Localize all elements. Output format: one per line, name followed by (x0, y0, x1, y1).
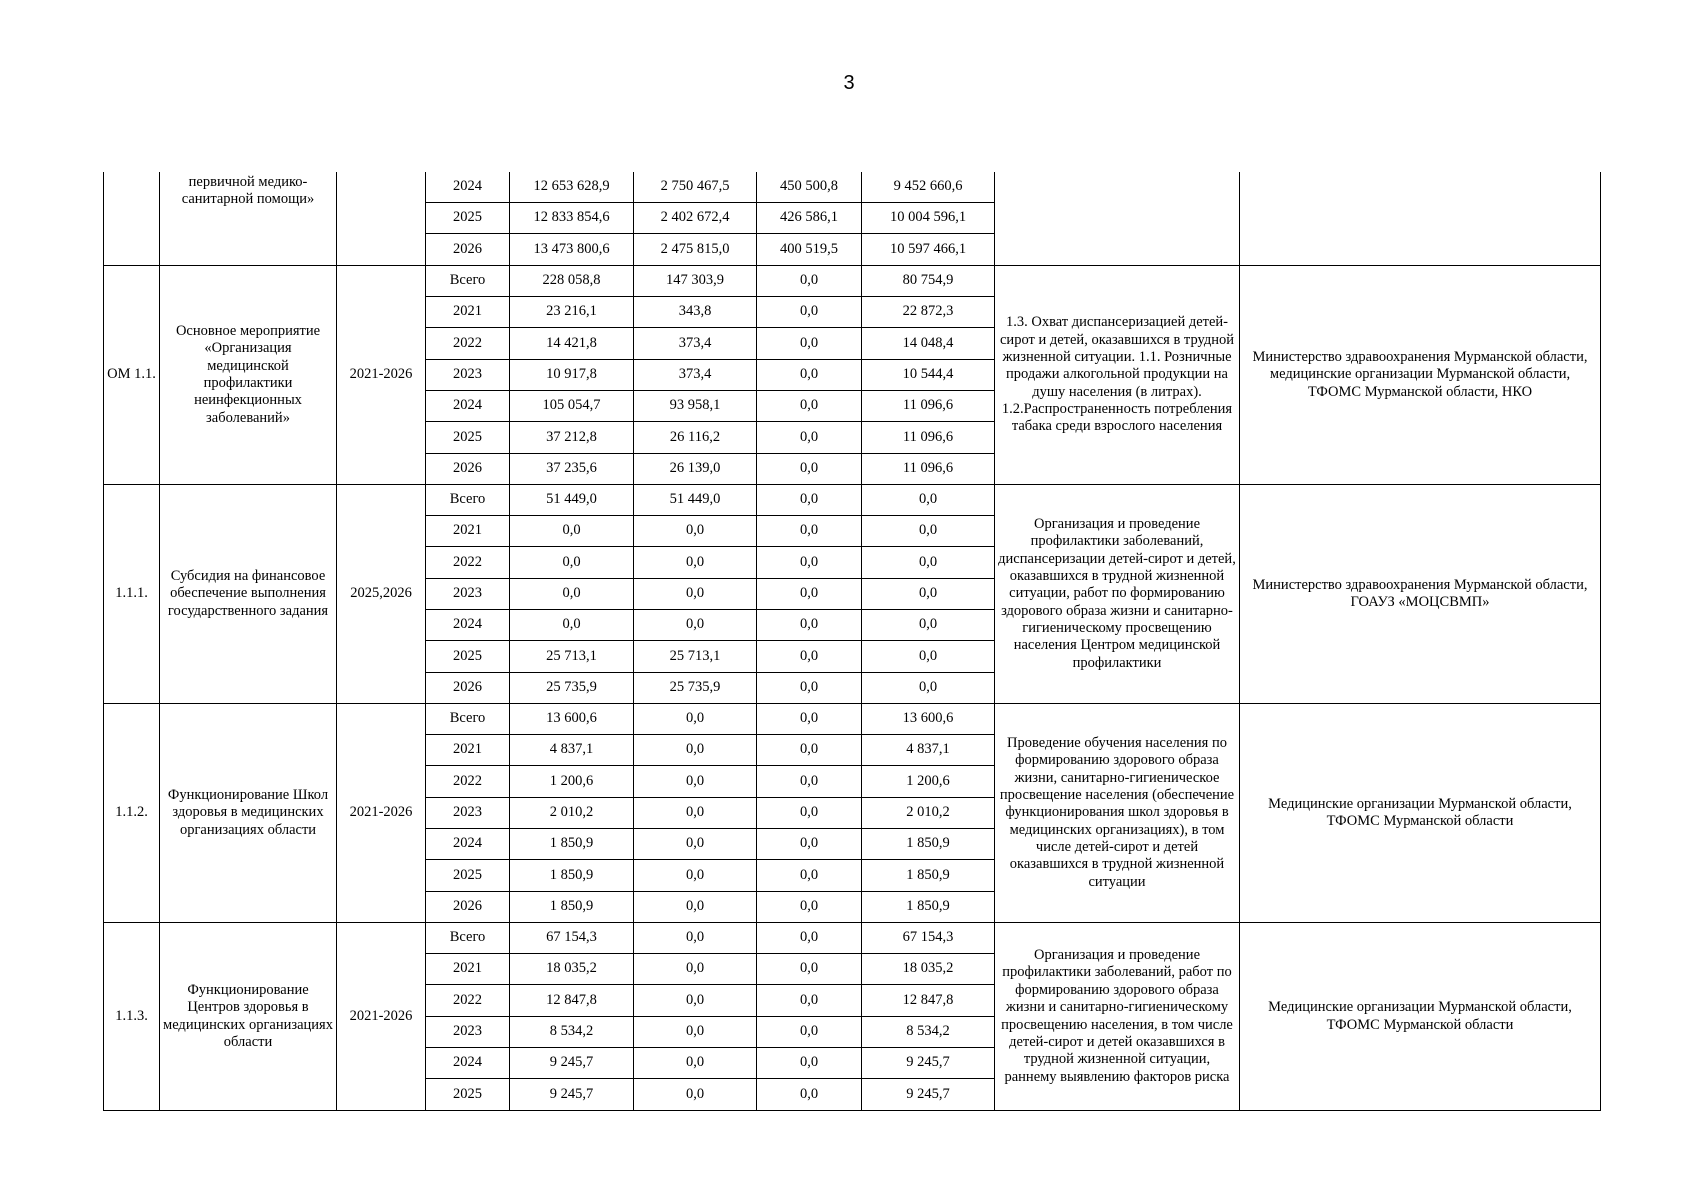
other-sources-cell: 9 245,7 (862, 1048, 995, 1079)
regional-budget-cell: 0,0 (634, 1048, 757, 1079)
other-sources-cell: 12 847,8 (862, 985, 995, 1017)
other-sources-cell: 10 597 466,1 (862, 234, 995, 266)
year-cell: 2021 (426, 954, 510, 985)
federal-budget-cell: 0,0 (757, 422, 862, 454)
federal-budget-cell: 0,0 (757, 454, 862, 485)
other-sources-cell: 10 004 596,1 (862, 203, 995, 234)
federal-budget-cell: 0,0 (757, 516, 862, 547)
total-cell: 51 449,0 (510, 485, 634, 516)
regional-budget-cell: 147 303,9 (634, 266, 757, 297)
table-row (104, 485, 1601, 516)
total-cell: 1 850,9 (510, 829, 634, 860)
federal-budget-cell: 426 586,1 (757, 203, 862, 234)
regional-budget-cell: 0,0 (634, 954, 757, 985)
other-sources-cell: 80 754,9 (862, 266, 995, 297)
federal-budget-cell: 0,0 (757, 923, 862, 954)
total-cell: 228 058,8 (510, 266, 634, 297)
other-sources-cell: 13 600,6 (862, 704, 995, 735)
total-cell: 12 847,8 (510, 985, 634, 1017)
other-sources-cell: 4 837,1 (862, 735, 995, 766)
regional-budget-cell: 51 449,0 (634, 485, 757, 516)
year-cell: 2021 (426, 735, 510, 766)
total-cell: 14 421,8 (510, 328, 634, 360)
other-sources-cell: 0,0 (862, 579, 995, 610)
year-cell: 2025 (426, 860, 510, 892)
federal-budget-cell: 0,0 (757, 641, 862, 673)
federal-budget-cell: 0,0 (757, 704, 862, 735)
indicator-cell: Организация и проведение профилактики заболеваний, работ по формированию здорового образа жизни и санитарно-гигиеническому просвещению населения, в том числе детей-сирот и детей оказавшихся в трудной жизненной ситуации, раннему выявлению факторов риска (995, 923, 1240, 1111)
total-cell: 0,0 (510, 547, 634, 579)
regional-budget-cell: 0,0 (634, 923, 757, 954)
federal-budget-cell: 0,0 (757, 766, 862, 798)
other-sources-cell: 11 096,6 (862, 422, 995, 454)
total-cell: 2 010,2 (510, 798, 634, 829)
indicator-cell: 1.3. Охват диспансеризацией детей-сирот и детей, оказавшихся в трудной жизненной ситуации. 1.1. Розничные продажи алкогольной продукции на душу населения (в литрах). 1.2.Распространенность потребления табака среди взрослого населения (995, 266, 1240, 485)
federal-budget-cell: 0,0 (757, 579, 862, 610)
year-cell: 2025 (426, 203, 510, 234)
regional-budget-cell: 0,0 (634, 1017, 757, 1048)
total-cell: 0,0 (510, 579, 634, 610)
regional-budget-cell: 343,8 (634, 297, 757, 328)
total-cell: 0,0 (510, 610, 634, 641)
regional-budget-cell: 0,0 (634, 547, 757, 579)
regional-budget-cell: 26 116,2 (634, 422, 757, 454)
other-sources-cell: 1 850,9 (862, 829, 995, 860)
regional-budget-cell: 0,0 (634, 704, 757, 735)
regional-budget-cell: 373,4 (634, 360, 757, 391)
year-cell: 2026 (426, 673, 510, 704)
total-cell: 13 473 800,6 (510, 234, 634, 266)
year-cell: 2026 (426, 454, 510, 485)
table-row (104, 704, 1601, 735)
federal-budget-cell: 0,0 (757, 328, 862, 360)
year-cell: 2024 (426, 829, 510, 860)
federal-budget-cell: 0,0 (757, 297, 862, 328)
code-cell: 1.1.1. (104, 485, 160, 704)
federal-budget-cell: 0,0 (757, 1017, 862, 1048)
period-cell (337, 172, 426, 266)
table-row (104, 923, 1601, 954)
indicator-cell (995, 172, 1240, 266)
total-cell: 23 216,1 (510, 297, 634, 328)
year-cell: 2025 (426, 1079, 510, 1111)
year-cell: 2026 (426, 234, 510, 266)
executor-cell: Медицинские организации Мурманской области, ТФОМС Мурманской области (1240, 704, 1601, 923)
total-cell: 9 245,7 (510, 1048, 634, 1079)
total-cell: 18 035,2 (510, 954, 634, 985)
year-cell: 2021 (426, 516, 510, 547)
table-row (104, 172, 1601, 203)
regional-budget-cell: 26 139,0 (634, 454, 757, 485)
other-sources-cell: 14 048,4 (862, 328, 995, 360)
executor-cell: Министерство здравоохранения Мурманской области, ГОАУЗ «МОЦСВМП» (1240, 485, 1601, 704)
total-cell: 37 212,8 (510, 422, 634, 454)
table-row (104, 266, 1601, 297)
regional-budget-cell: 2 402 672,4 (634, 203, 757, 234)
other-sources-cell: 0,0 (862, 547, 995, 579)
federal-budget-cell: 0,0 (757, 829, 862, 860)
regional-budget-cell: 0,0 (634, 610, 757, 641)
executor-cell: Министерство здравоохранения Мурманской области, медицинские организации Мурманской области, ТФОМС Мурманской области, НКО (1240, 266, 1601, 485)
year-cell: 2025 (426, 422, 510, 454)
total-cell: 4 837,1 (510, 735, 634, 766)
total-cell: 12 653 628,9 (510, 172, 634, 203)
other-sources-cell: 22 872,3 (862, 297, 995, 328)
federal-budget-cell: 0,0 (757, 485, 862, 516)
federal-budget-cell: 0,0 (757, 266, 862, 297)
federal-budget-cell: 0,0 (757, 673, 862, 704)
measure-name-cell: Субсидия на финансовое обеспечение выполнения государственного задания (160, 485, 337, 704)
regional-budget-cell: 0,0 (634, 829, 757, 860)
total-cell: 1 850,9 (510, 860, 634, 892)
federal-budget-cell: 0,0 (757, 735, 862, 766)
year-cell: 2023 (426, 798, 510, 829)
year-cell: 2024 (426, 172, 510, 203)
period-cell: 2021-2026 (337, 704, 426, 923)
other-sources-cell: 0,0 (862, 673, 995, 704)
federal-budget-cell: 0,0 (757, 860, 862, 892)
year-cell: 2026 (426, 892, 510, 923)
federal-budget-cell: 400 519,5 (757, 234, 862, 266)
year-cell: 2025 (426, 641, 510, 673)
regional-budget-cell: 0,0 (634, 516, 757, 547)
federal-budget-cell: 450 500,8 (757, 172, 862, 203)
regional-budget-cell: 0,0 (634, 798, 757, 829)
federal-budget-cell: 0,0 (757, 547, 862, 579)
page-number: 3 (843, 72, 855, 94)
regional-budget-cell: 0,0 (634, 735, 757, 766)
other-sources-cell: 67 154,3 (862, 923, 995, 954)
total-cell: 67 154,3 (510, 923, 634, 954)
regional-budget-cell: 0,0 (634, 985, 757, 1017)
other-sources-cell: 0,0 (862, 516, 995, 547)
other-sources-cell: 11 096,6 (862, 391, 995, 422)
executor-cell (1240, 172, 1601, 266)
executor-cell: Медицинские организации Мурманской области, ТФОМС Мурманской области (1240, 923, 1601, 1111)
federal-budget-cell: 0,0 (757, 985, 862, 1017)
regional-budget-cell: 0,0 (634, 766, 757, 798)
regional-budget-cell: 0,0 (634, 860, 757, 892)
period-cell: 2021-2026 (337, 266, 426, 485)
federal-budget-cell: 0,0 (757, 360, 862, 391)
table-body (104, 172, 1601, 1111)
year-cell: Всего (426, 923, 510, 954)
indicator-cell: Проведение обучения населения по формированию здорового образа жизни, санитарно-гигиеническое просвещение населения (обеспечение функционирования школ здоровья в медицинских организациях), в том числе детей-сирот и детей оказавшихся в трудной жизненной ситуации (995, 704, 1240, 923)
period-cell: 2025,2026 (337, 485, 426, 704)
total-cell: 13 600,6 (510, 704, 634, 735)
federal-budget-cell: 0,0 (757, 1048, 862, 1079)
code-cell: 1.1.3. (104, 923, 160, 1111)
total-cell: 25 713,1 (510, 641, 634, 673)
year-cell: 2023 (426, 360, 510, 391)
other-sources-cell: 1 850,9 (862, 892, 995, 923)
code-cell: ОМ 1.1. (104, 266, 160, 485)
federal-budget-cell: 0,0 (757, 892, 862, 923)
year-cell: 2024 (426, 391, 510, 422)
federal-budget-cell: 0,0 (757, 610, 862, 641)
year-cell: 2022 (426, 766, 510, 798)
total-cell: 25 735,9 (510, 673, 634, 704)
code-cell: 1.1.2. (104, 704, 160, 923)
total-cell: 10 917,8 (510, 360, 634, 391)
other-sources-cell: 11 096,6 (862, 454, 995, 485)
federal-budget-cell: 0,0 (757, 391, 862, 422)
total-cell: 8 534,2 (510, 1017, 634, 1048)
other-sources-cell: 9 245,7 (862, 1079, 995, 1111)
other-sources-cell: 0,0 (862, 610, 995, 641)
regional-budget-cell: 2 475 815,0 (634, 234, 757, 266)
year-cell: 2023 (426, 579, 510, 610)
other-sources-cell: 18 035,2 (862, 954, 995, 985)
total-cell: 12 833 854,6 (510, 203, 634, 234)
year-cell: 2022 (426, 985, 510, 1017)
year-cell: 2021 (426, 297, 510, 328)
federal-budget-cell: 0,0 (757, 798, 862, 829)
total-cell: 37 235,6 (510, 454, 634, 485)
measure-name-cell: Функционирование Центров здоровья в медицинских организациях области (160, 923, 337, 1111)
other-sources-cell: 2 010,2 (862, 798, 995, 829)
regional-budget-cell: 0,0 (634, 1079, 757, 1111)
other-sources-cell: 1 850,9 (862, 860, 995, 892)
year-cell: 2024 (426, 1048, 510, 1079)
code-cell (104, 172, 160, 266)
year-cell: Всего (426, 704, 510, 735)
federal-budget-cell: 0,0 (757, 1079, 862, 1111)
other-sources-cell: 0,0 (862, 641, 995, 673)
regional-budget-cell: 25 713,1 (634, 641, 757, 673)
measure-name-cell: Основное мероприятие «Организация медицинской профилактики неинфекционных заболеваний» (160, 266, 337, 485)
federal-budget-cell: 0,0 (757, 954, 862, 985)
regional-budget-cell: 2 750 467,5 (634, 172, 757, 203)
measure-name-cell: Функционирование Школ здоровья в медицинских организациях области (160, 704, 337, 923)
other-sources-cell: 1 200,6 (862, 766, 995, 798)
other-sources-cell: 0,0 (862, 485, 995, 516)
other-sources-cell: 9 452 660,6 (862, 172, 995, 203)
total-cell: 1 200,6 (510, 766, 634, 798)
program-finance-table (103, 172, 1601, 1111)
total-cell: 9 245,7 (510, 1079, 634, 1111)
year-cell: Всего (426, 266, 510, 297)
year-cell: Всего (426, 485, 510, 516)
year-cell: 2022 (426, 328, 510, 360)
total-cell: 0,0 (510, 516, 634, 547)
year-cell: 2022 (426, 547, 510, 579)
total-cell: 105 054,7 (510, 391, 634, 422)
regional-budget-cell: 0,0 (634, 579, 757, 610)
year-cell: 2024 (426, 610, 510, 641)
regional-budget-cell: 93 958,1 (634, 391, 757, 422)
measure-name-cell: первичной медико-санитарной помощи» (160, 172, 337, 266)
total-cell: 1 850,9 (510, 892, 634, 923)
indicator-cell: Организация и проведение профилактики заболеваний, диспансеризации детей-сирот и детей, оказавшихся в трудной жизненной ситуации, работ по формированию здорового образа жизни и санитарно-гигиеническому просвещению населения Центром медицинской профилактики (995, 485, 1240, 704)
year-cell: 2023 (426, 1017, 510, 1048)
other-sources-cell: 10 544,4 (862, 360, 995, 391)
regional-budget-cell: 25 735,9 (634, 673, 757, 704)
regional-budget-cell: 373,4 (634, 328, 757, 360)
regional-budget-cell: 0,0 (634, 892, 757, 923)
other-sources-cell: 8 534,2 (862, 1017, 995, 1048)
period-cell: 2021-2026 (337, 923, 426, 1111)
